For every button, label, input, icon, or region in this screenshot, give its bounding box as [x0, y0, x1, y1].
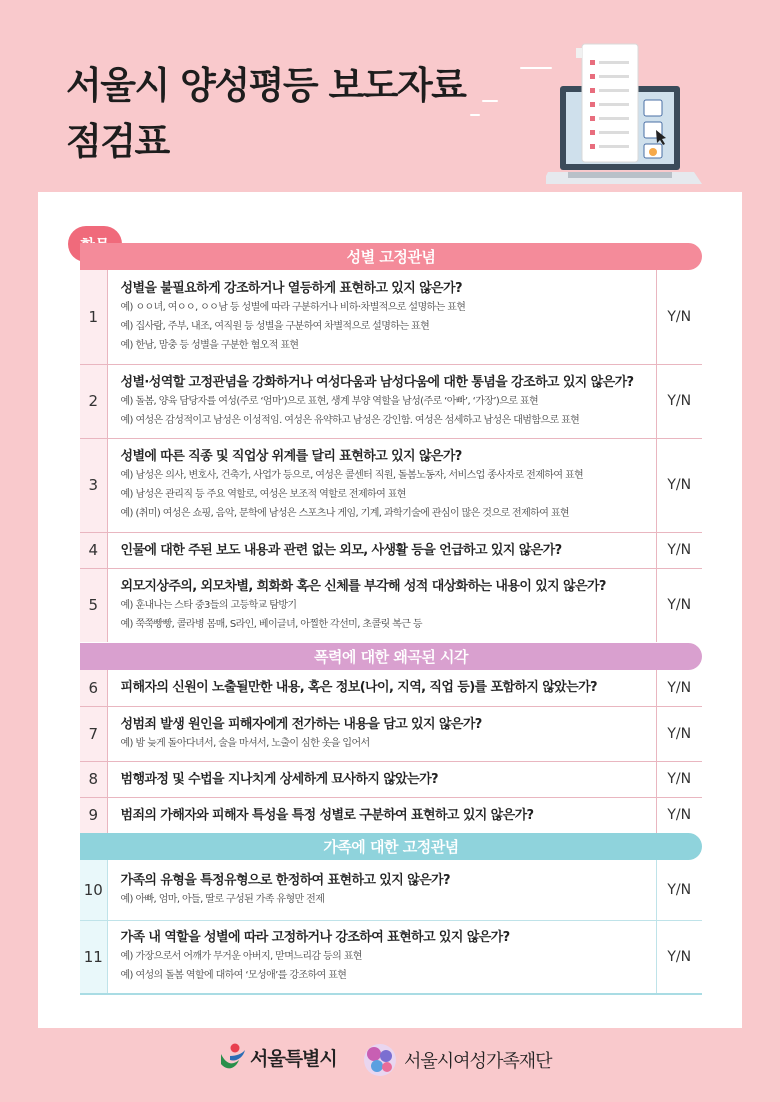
item-example: 예) 남성은 관리직 등 주요 역할로, 여성은 보조적 역할로 전제하여 표현 [120, 489, 406, 500]
item-example: 예) 아빠, 엄마, 아들, 딸로 구성된 가족 유형만 전제 [120, 893, 325, 905]
item-example: 예) 밤 늦게 돌아다녀서, 술을 마셔서, 노출이 심한 옷을 입어서 [120, 737, 370, 749]
item-content [107, 270, 656, 364]
table-row [80, 797, 702, 833]
item-question: 가족의 유형을 특정유형으로 한정하여 표현하고 있지 않은가? [120, 872, 450, 888]
item-answer: Y/N [656, 568, 702, 642]
item-number: 11 [80, 920, 107, 994]
item-answer: Y/N [656, 920, 702, 994]
item-answer: Y/N [656, 706, 702, 761]
page-title [66, 62, 465, 166]
table-row [80, 706, 702, 761]
item-example: 예) 쭉쭉빵빵, 콜라병 몸매, S라인, 베이글녀, 아찔한 각선미, 초콜릿 복근 등 [120, 618, 422, 630]
item-answer: Y/N [656, 860, 702, 920]
table-row [80, 568, 702, 642]
item-question: 인물에 대한 주된 보도 내용과 관련 없는 외모, 사생활 등을 언급하고 있지 않은가? [120, 542, 562, 558]
checklist-laptop-illustration [546, 42, 706, 194]
checklist-section-2 [80, 670, 702, 833]
item-question: 성별·성역할 고정관념을 강화하거나 여성다움과 남성다움에 대한 통념을 강조하고 있지 않은가? [120, 374, 634, 390]
item-number: 7 [80, 706, 107, 761]
item-number: 10 [80, 860, 107, 920]
item-example: 예) 훈내나는 스타 중3들의 고등학교 탐방기 [120, 599, 297, 611]
item-number: 4 [80, 532, 107, 568]
foundation-name: 서울시여성가족재단 [404, 1051, 552, 1072]
section-heading-gender-stereotype: 성별 고정관념 [80, 243, 702, 270]
deco-line [470, 114, 480, 116]
item-content [107, 438, 656, 532]
item-answer: Y/N [656, 270, 702, 364]
item-question: 성범죄 발생 원인을 피해자에게 전가하는 내용을 담고 있지 않은가? [120, 716, 482, 732]
footer [0, 1042, 780, 1082]
item-question: 성별에 따른 직종 및 직업상 위계를 달리 표현하고 있지 않은가? [120, 449, 462, 464]
item-question: 피해자의 신원이 노출될만한 내용, 혹은 정보(나이, 지역, 직업 등)를 포함하지 않았는가? [120, 680, 597, 696]
item-content [107, 532, 656, 568]
table-row [80, 860, 702, 920]
item-number: 8 [80, 761, 107, 797]
item-content [107, 364, 656, 438]
item-answer: Y/N [656, 761, 702, 797]
item-content [107, 920, 656, 994]
item-question: 가족 내 역할을 성별에 따라 고정하거나 강조하여 표현하고 있지 않은가? [120, 930, 510, 946]
seoul-city-logo [218, 1042, 337, 1072]
item-content [107, 860, 656, 920]
section-heading-violence: 폭력에 대한 왜곡된 시각 [80, 643, 702, 670]
table-row [80, 761, 702, 797]
item-example: 예) 여성은 감성적이고 남성은 이성적임. 여성은 유약하고 남성은 강인함. 여성은 섬세하고 남성은 대범함으로 표현 [120, 414, 580, 426]
title-line-1: 서울시 양성평등 보도자료 [66, 64, 466, 107]
table-row [80, 438, 702, 532]
seoul-city-name: 서울특별시 [250, 1047, 337, 1070]
item-content [107, 797, 656, 833]
item-number: 9 [80, 797, 107, 833]
title-line-2: 점검표 [66, 120, 169, 163]
item-number: 2 [80, 364, 107, 438]
item-example: 예) 가장으로서 어깨가 무거운 아버지, 맏며느리감 등의 표현 [120, 951, 362, 963]
item-question: 범행과정 및 수법을 지나치게 상세하게 묘사하지 않았는가? [120, 771, 438, 787]
item-number: 3 [80, 438, 107, 532]
item-content [107, 670, 656, 706]
item-example: 예) 한남, 맘충 등 성별을 구분한 혐오적 표현 [120, 339, 299, 351]
table-row [80, 670, 702, 706]
item-number: 1 [80, 270, 107, 364]
item-content [107, 568, 656, 642]
table-row [80, 364, 702, 438]
item-number: 5 [80, 568, 107, 642]
item-answer: Y/N [656, 797, 702, 833]
seoul-logo-icon [218, 1042, 246, 1072]
foundation-logo [362, 1042, 552, 1078]
item-answer: Y/N [656, 670, 702, 706]
item-answer: Y/N [656, 364, 702, 438]
foundation-logo-icon [362, 1042, 398, 1078]
checklist-section-3 [80, 860, 702, 995]
deco-line [482, 100, 498, 102]
item-example: 예) (취미) 여성은 쇼핑, 음악, 문학에 남성은 스포츠나 게임, 기계, 과학기술에 관심이 많은 것으로 전제하여 표현 [120, 508, 569, 519]
section-heading-family: 가족에 대한 고정관념 [80, 833, 702, 860]
item-example: 예) 돌봄, 양육 담당자를 여성(주로 ‘엄마’)으로 표현, 생계 부양 역할을 남성(주로 ‘아빠’, ‘가장’)으로 표현 [120, 395, 539, 407]
item-answer: Y/N [656, 438, 702, 532]
item-question: 범죄의 가해자와 피해자 특성을 특정 성별로 구분하여 표현하고 있지 않은가? [120, 807, 534, 823]
table-row [80, 270, 702, 364]
item-example: 예) ㅇㅇ녀, 여ㅇㅇ, ㅇㅇ남 등 성별에 따라 구분하거나 비하·차별적으로 설명하는 표현 [120, 301, 466, 313]
table-row [80, 920, 702, 994]
item-question: 외모지상주의, 외모차별, 희화화 혹은 신체를 부각해 성적 대상화하는 내용이 있지 않은가? [120, 578, 606, 594]
item-example: 예) 남성은 의사, 변호사, 건축가, 사업가 등으로, 여성은 콜센터 직원, 돌봄노동자, 서비스업 종사자로 전제하여 표현 [120, 470, 584, 481]
item-content [107, 706, 656, 761]
item-answer: Y/N [656, 532, 702, 568]
item-content [107, 761, 656, 797]
item-example: 예) 여성의 돌봄 역할에 대하여 ‘모성애’를 강조하여 표현 [120, 970, 347, 982]
item-number: 6 [80, 670, 107, 706]
table-row [80, 532, 702, 568]
item-example: 예) 집사람, 주부, 내조, 여직원 등 성별을 구분하여 차별적으로 설명하는 표현 [120, 320, 430, 332]
checklist-section-1 [80, 270, 702, 642]
item-question: 성별을 불필요하게 강조하거나 열등하게 표현하고 있지 않은가? [120, 280, 462, 296]
